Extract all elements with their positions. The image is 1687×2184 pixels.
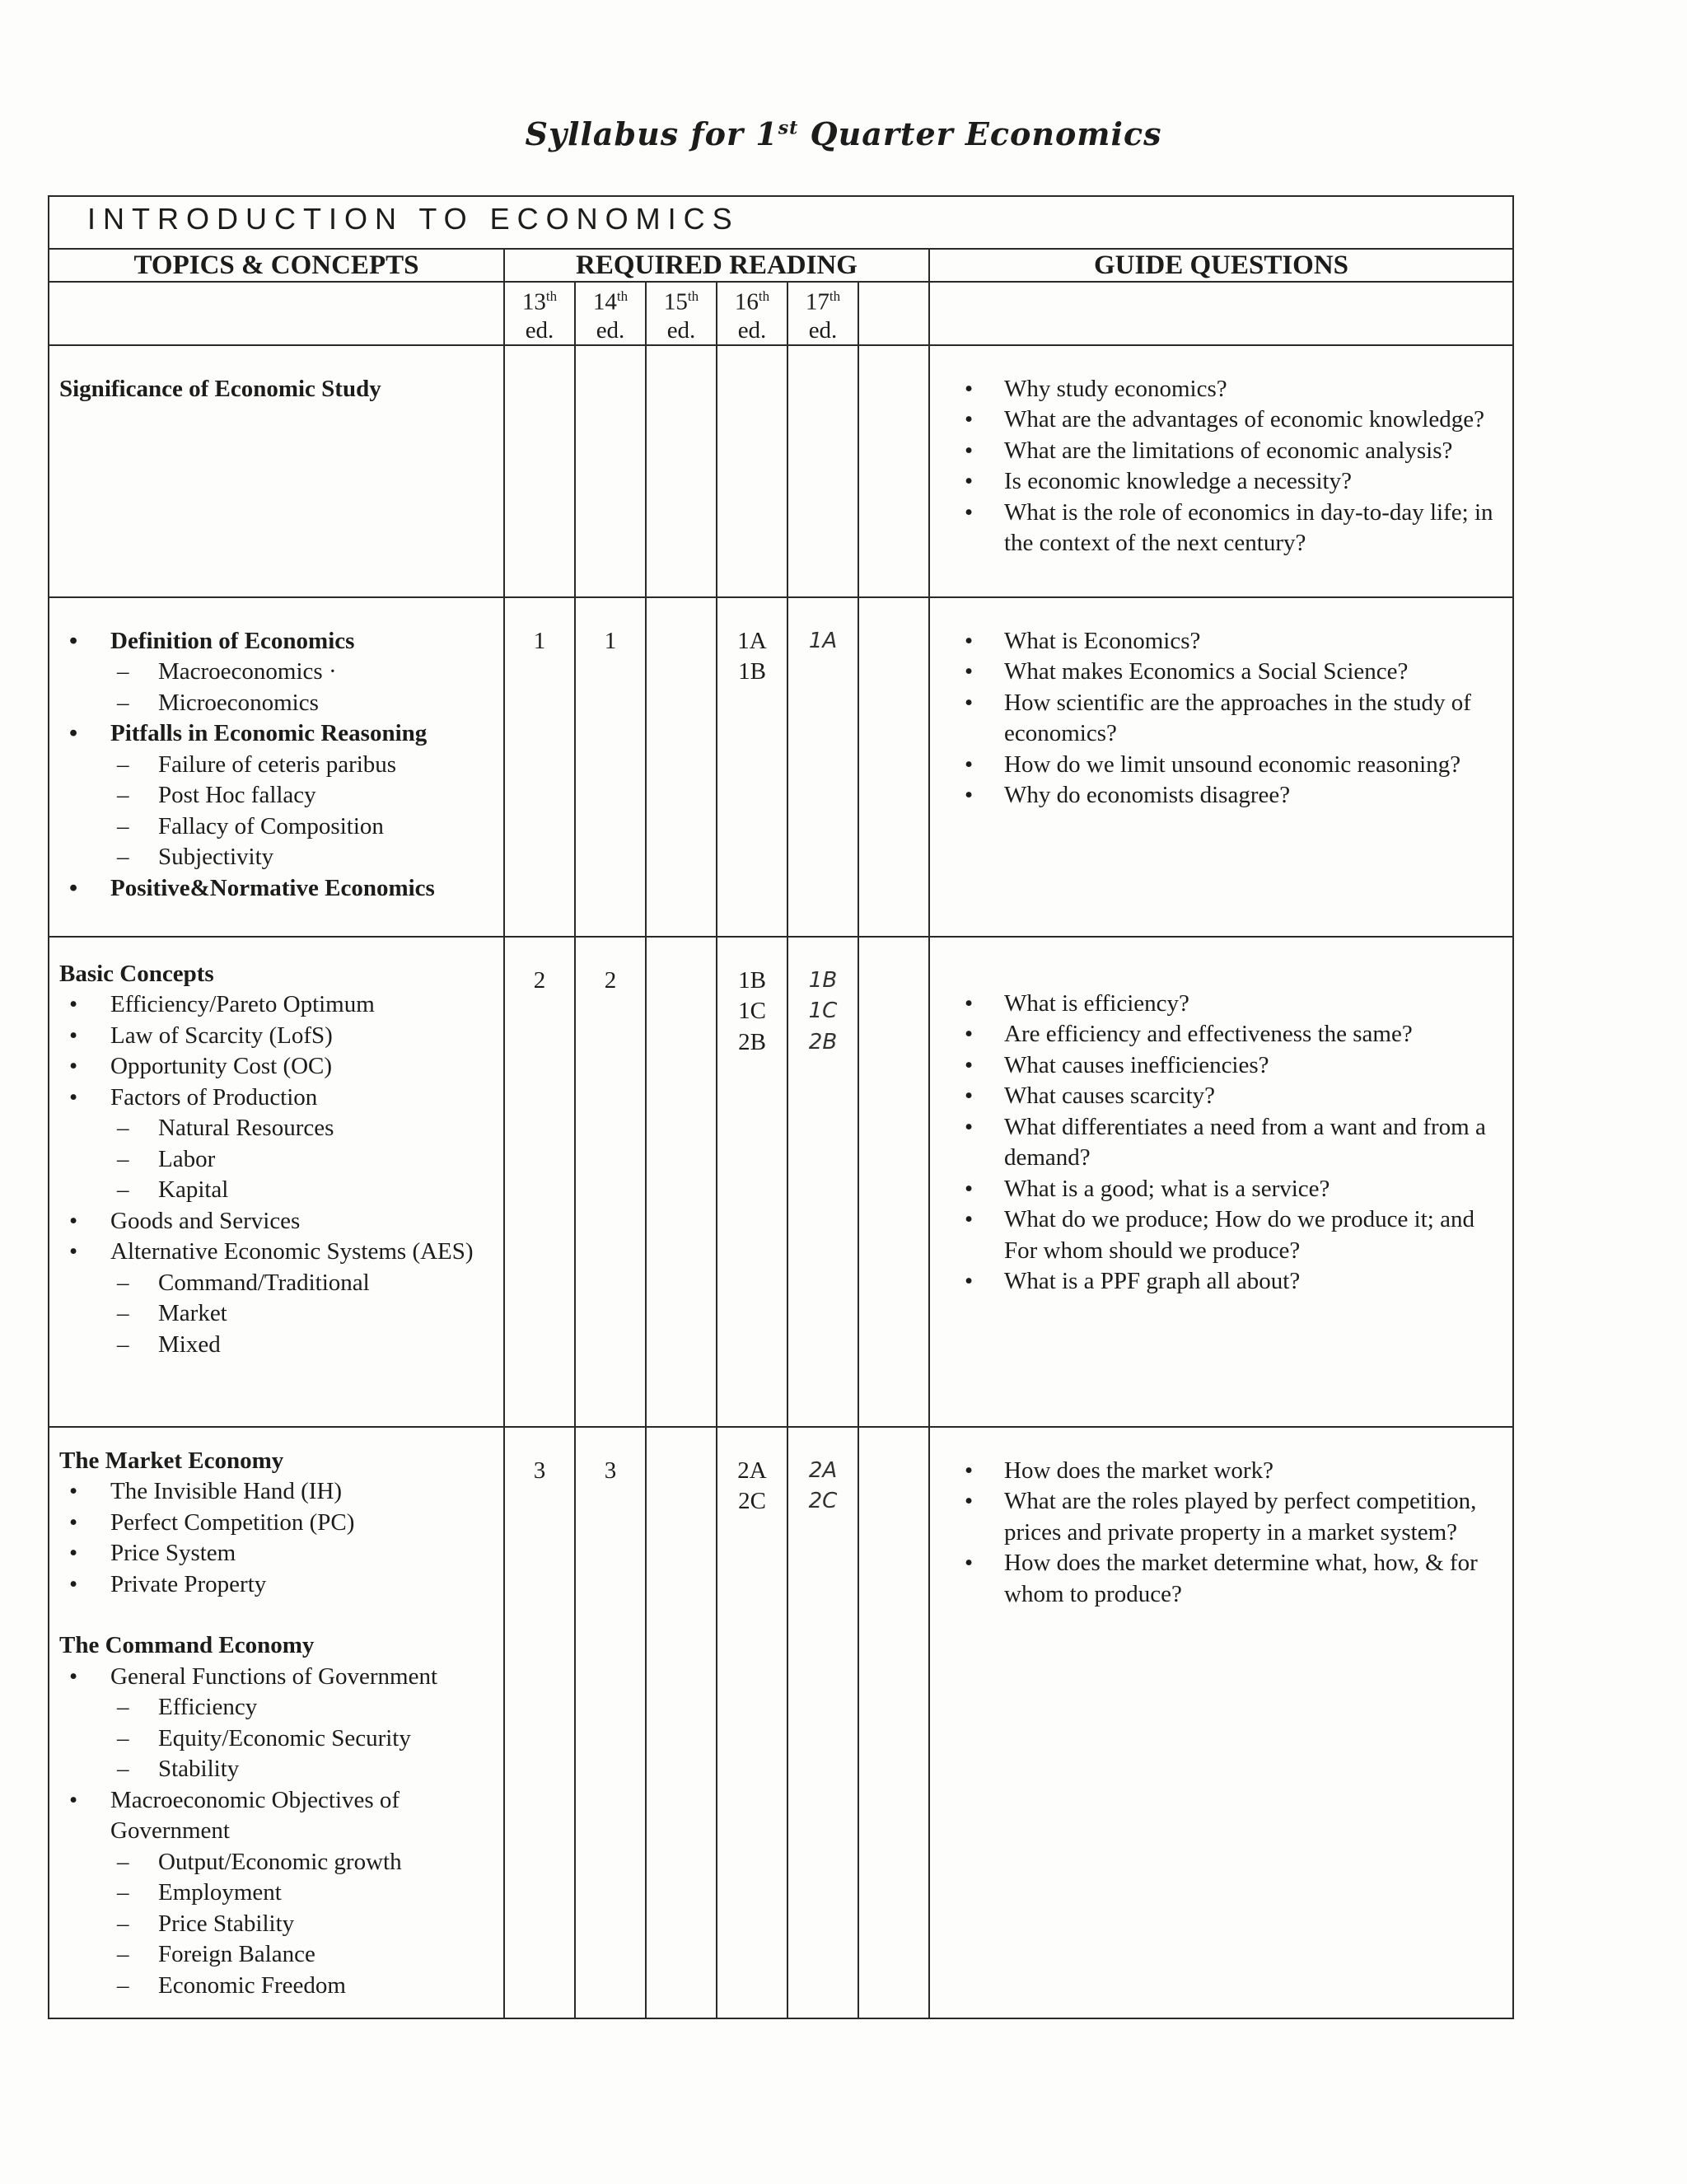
reading-cell: 1A 1B bbox=[717, 597, 787, 937]
reading-cell bbox=[646, 345, 717, 597]
reading-cell: 1 bbox=[575, 597, 646, 937]
reading-cell: 2 bbox=[504, 937, 575, 1427]
topic: The Command Economy bbox=[59, 1632, 315, 1659]
subtopic: – Fallacy of Composition bbox=[59, 811, 497, 843]
guide-question: • What is a good; what is a service? bbox=[946, 1174, 1501, 1205]
reading-cell: 1 bbox=[504, 597, 575, 937]
guide-question: • What do we produce; How do we produce it; and For whom should we produce? bbox=[946, 1204, 1501, 1266]
guide-question: • What causes scarcity? bbox=[946, 1081, 1501, 1112]
reading-cell: 2A 2C bbox=[717, 1427, 787, 2018]
syllabus-row bbox=[49, 345, 1513, 597]
topic: The Market Economy bbox=[59, 1447, 284, 1474]
questions-subheader-blank bbox=[929, 282, 1513, 345]
syllabus-row bbox=[49, 597, 1513, 937]
subtopic: – Price Stability bbox=[59, 1909, 497, 1940]
guide-question: • How does the market determine what, how, & for whom to produce? bbox=[946, 1548, 1501, 1610]
subtopic: – Stability bbox=[59, 1754, 497, 1785]
topic bbox=[59, 1600, 497, 1630]
reading-cell bbox=[646, 1427, 717, 2018]
topic: • Goods and Services bbox=[59, 1206, 497, 1237]
reading-cell: 2A 2C bbox=[787, 1427, 858, 2018]
edition-15: 15th ed. bbox=[646, 282, 717, 345]
edition-13: 13th ed. bbox=[504, 282, 575, 345]
edition-14: 14th ed. bbox=[575, 282, 646, 345]
edition-17: 17th ed. bbox=[787, 282, 858, 345]
topics-cell bbox=[49, 597, 504, 937]
topic: • Alternative Economic Systems (AES) bbox=[59, 1237, 497, 1268]
reading-cell bbox=[787, 345, 858, 597]
topic: • Pitfalls in Economic Reasoning bbox=[59, 718, 497, 750]
topic: • General Functions of Government bbox=[59, 1662, 497, 1693]
subtopic: – Market bbox=[59, 1298, 497, 1330]
guide-question: • What is efficiency? bbox=[946, 989, 1501, 1020]
subtopic: – Microeconomics bbox=[59, 688, 497, 719]
guide-question: • What are the limitations of economic analysis? bbox=[946, 436, 1501, 467]
guide-question: • Are efficiency and effectiveness the same? bbox=[946, 1019, 1501, 1050]
guide-question: • What is the role of economics in day-to-day life; in the context of the next century? bbox=[946, 498, 1501, 559]
topic: • Perfect Competition (PC) bbox=[59, 1508, 497, 1539]
topics-cell bbox=[49, 937, 504, 1427]
questions-cell bbox=[929, 937, 1513, 1427]
syllabus-row bbox=[49, 937, 1513, 1427]
topic: • Private Property bbox=[59, 1569, 497, 1601]
subtopic: – Natural Resources bbox=[59, 1113, 497, 1144]
topics-cell bbox=[49, 345, 504, 597]
guide-question: • What differentiates a need from a want and from a demand? bbox=[946, 1112, 1501, 1174]
reading-cell: 3 bbox=[504, 1427, 575, 2018]
syllabus-table bbox=[48, 195, 1514, 2019]
topics-subheader-blank bbox=[49, 282, 504, 345]
guide-question: • What causes inefficiencies? bbox=[946, 1050, 1501, 1082]
questions-header: GUIDE QUESTIONS bbox=[929, 249, 1513, 282]
topic: Basic Concepts bbox=[59, 960, 214, 987]
reading-cell bbox=[646, 937, 717, 1427]
topic: • Law of Scarcity (LofS) bbox=[59, 1021, 497, 1052]
subtopic: – Efficiency bbox=[59, 1692, 497, 1723]
topic: • Positive&Normative Economics bbox=[59, 873, 497, 905]
guide-question: • Is economic knowledge a necessity? bbox=[946, 466, 1501, 498]
reading-cell: 1B 1C 2B bbox=[787, 937, 858, 1427]
reading-cell bbox=[858, 1427, 929, 2018]
guide-question: • What is a PPF graph all about? bbox=[946, 1266, 1501, 1298]
guide-question: • What are the advantages of economic knowledge? bbox=[946, 405, 1501, 436]
reading-cell: 1A bbox=[787, 597, 858, 937]
subtopic: – Macroeconomics · bbox=[59, 657, 497, 688]
guide-question: • How do we limit unsound economic reasoning? bbox=[946, 750, 1501, 781]
page-title: Syllabus for 1st Quarter Economics bbox=[525, 115, 1162, 152]
reading-header: REQUIRED READING bbox=[504, 249, 929, 282]
questions-cell bbox=[929, 1427, 1513, 2018]
guide-question: • How does the market work? bbox=[946, 1456, 1501, 1487]
reading-cell bbox=[575, 345, 646, 597]
reading-cell bbox=[646, 597, 717, 937]
reading-cell: 3 bbox=[575, 1427, 646, 2018]
topics-cell bbox=[49, 1427, 504, 2018]
subtopic: – Equity/Economic Security bbox=[59, 1723, 497, 1755]
edition-blank bbox=[858, 282, 929, 345]
topic: • Efficiency/Pareto Optimum bbox=[59, 989, 497, 1021]
reading-cell bbox=[858, 597, 929, 937]
subtopic: – Output/Economic growth bbox=[59, 1847, 497, 1878]
topic: • The Invisible Hand (IH) bbox=[59, 1476, 497, 1508]
section-title: INTRODUCTION TO ECONOMICS bbox=[49, 196, 1513, 249]
subtopic: – Post Hoc fallacy bbox=[59, 780, 497, 811]
syllabus-row bbox=[49, 1427, 1513, 2018]
edition-16: 16th ed. bbox=[717, 282, 787, 345]
reading-cell bbox=[858, 937, 929, 1427]
topic: • Definition of Economics bbox=[59, 626, 497, 657]
reading-cell bbox=[717, 345, 787, 597]
reading-cell: 1B 1C 2B bbox=[717, 937, 787, 1427]
guide-question: • Why study economics? bbox=[946, 374, 1501, 405]
subtopic: – Mixed bbox=[59, 1330, 497, 1361]
guide-question: • What are the roles played by perfect competition, prices and private property in a market system? bbox=[946, 1486, 1501, 1548]
guide-question: • How scientific are the approaches in the study of economics? bbox=[946, 688, 1501, 750]
subtopic: – Foreign Balance bbox=[59, 1939, 497, 1971]
topic: • Macroeconomic Objectives of Government bbox=[59, 1785, 497, 1847]
subtopic: – Employment bbox=[59, 1878, 497, 1909]
topic: Significance of Economic Study bbox=[59, 375, 381, 402]
subtopic: – Economic Freedom bbox=[59, 1971, 497, 2002]
topic: • Price System bbox=[59, 1538, 497, 1569]
reading-cell bbox=[504, 345, 575, 597]
topics-header: TOPICS & CONCEPTS bbox=[49, 249, 504, 282]
subtopic: – Failure of ceteris paribus bbox=[59, 750, 497, 781]
topic: • Factors of Production bbox=[59, 1083, 497, 1114]
guide-question: • Why do economists disagree? bbox=[946, 780, 1501, 811]
subtopic: – Kapital bbox=[59, 1175, 497, 1206]
subtopic: – Command/Traditional bbox=[59, 1268, 497, 1299]
subtopic: – Labor bbox=[59, 1144, 497, 1176]
guide-question: • What makes Economics a Social Science? bbox=[946, 657, 1501, 688]
reading-cell bbox=[858, 345, 929, 597]
topic: • Opportunity Cost (OC) bbox=[59, 1051, 497, 1083]
questions-cell bbox=[929, 597, 1513, 937]
questions-cell bbox=[929, 345, 1513, 597]
guide-question: • What is Economics? bbox=[946, 626, 1501, 657]
subtopic: – Subjectivity bbox=[59, 842, 497, 873]
reading-cell: 2 bbox=[575, 937, 646, 1427]
